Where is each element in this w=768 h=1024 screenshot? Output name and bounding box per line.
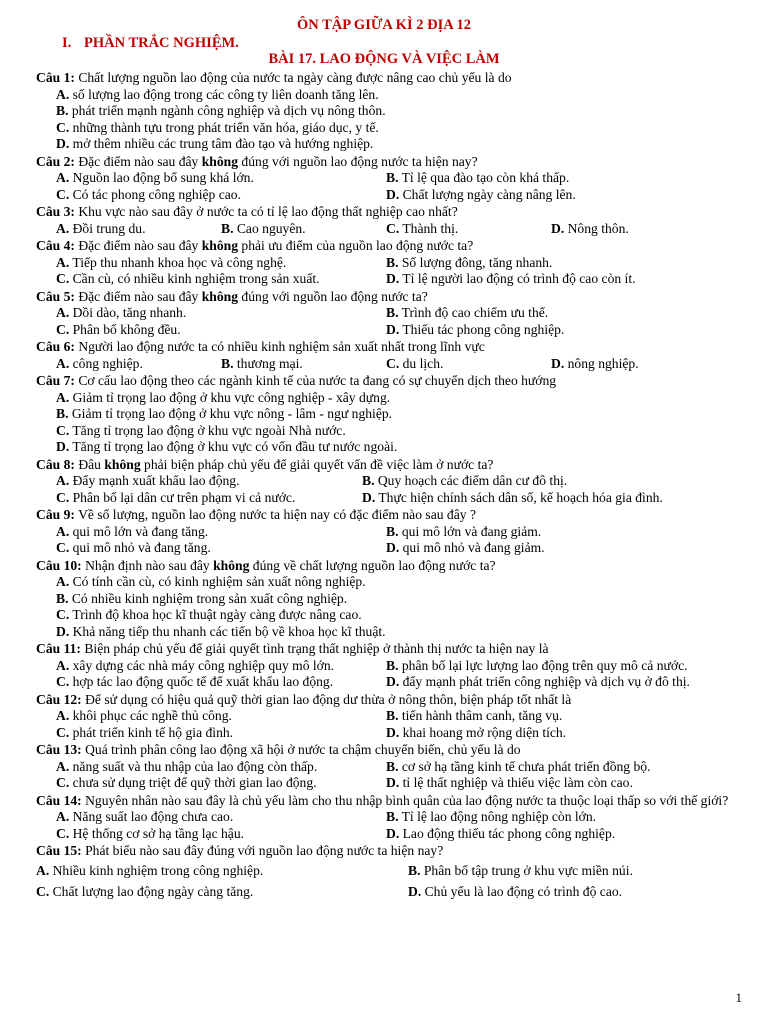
option-letter: B. xyxy=(386,523,399,539)
answer-option xyxy=(56,674,386,691)
answer-option xyxy=(56,624,748,641)
option-letter: D. xyxy=(551,355,565,371)
question xyxy=(36,742,748,792)
option-text: Hệ thống cơ sở hạ tầng lạc hậu. xyxy=(69,825,245,841)
option-text: Nhiều kinh nghiệm trong công nghiệp. xyxy=(49,862,264,878)
options-row xyxy=(36,87,748,104)
options-row xyxy=(36,423,748,440)
option-letter: A. xyxy=(56,708,70,723)
option-letter: B. xyxy=(386,758,399,774)
question-label: Câu 11: xyxy=(36,641,81,656)
option-letter: D. xyxy=(386,825,400,841)
question-text: đúng về chất lượng nguồn lao động nước ta? xyxy=(249,557,496,573)
option-letter: B. xyxy=(386,305,399,320)
answer-option xyxy=(56,775,386,792)
option-letter: C. xyxy=(56,271,70,286)
question-label: Câu 5: xyxy=(36,288,75,304)
options-row xyxy=(36,524,748,541)
answer-option xyxy=(362,473,567,490)
option-letter: A. xyxy=(56,523,70,539)
option-text: Thiếu tác phong công nghiệp. xyxy=(399,321,565,337)
option-text: Trình độ khoa học kĩ thuật ngày càng được nâng cao. xyxy=(69,607,362,622)
option-text: Tỉ lệ lao động nông nghiệp còn lớn. xyxy=(398,809,597,824)
option-text: Chủ yếu là lao động có trình độ cao. xyxy=(421,883,623,899)
option-text: Thực hiện chính sách dân số, kế hoạch hóa gia đình. xyxy=(375,489,663,505)
answer-option xyxy=(386,221,551,238)
option-letter: B. xyxy=(386,708,399,723)
option-text: Tăng tỉ trọng lao động ở khu vực ngoài Nhà nước. xyxy=(69,422,346,438)
question-label: Câu 14: xyxy=(36,792,82,808)
option-letter: D. xyxy=(56,136,70,151)
question xyxy=(36,289,748,339)
answer-option xyxy=(386,524,541,541)
question-text: Khu vực nào sau đây ở nước ta có tỉ lệ lao động thất nghiệp cao nhất? xyxy=(78,204,458,219)
options-row xyxy=(36,809,748,826)
options-row xyxy=(36,658,748,675)
option-letter: D. xyxy=(386,724,400,740)
option-text: hợp tác lao động quốc tế để xuất khẩu lao động. xyxy=(69,674,334,689)
question-stem xyxy=(36,742,748,759)
question-label: Câu 9: xyxy=(36,507,75,522)
option-letter: B. xyxy=(221,220,234,236)
option-text: Đồi trung du. xyxy=(69,220,146,236)
question-stem xyxy=(36,641,748,658)
option-text: qui mô nhỏ và đang giảm. xyxy=(399,540,545,555)
option-text: Tăng tỉ trọng lao động ở khu vực có vốn đầu tư nước ngoài. xyxy=(69,439,398,454)
options-row xyxy=(36,775,748,792)
option-text: Quy hoạch các điểm dân cư đô thị. xyxy=(374,473,568,488)
question-text: đúng với nguồn lao động nước ta hiện nay? xyxy=(238,153,478,169)
option-letter: D. xyxy=(386,271,400,286)
answer-option xyxy=(56,87,748,104)
answer-option xyxy=(386,271,636,288)
answer-option xyxy=(386,775,633,792)
answer-option xyxy=(56,473,362,490)
answer-option xyxy=(56,406,748,423)
question xyxy=(36,692,748,742)
options-row xyxy=(36,725,748,742)
option-text: những thành tựu trong phát triển văn hóa, giáo dục, y tế. xyxy=(69,119,379,135)
question-emphasis: không xyxy=(201,238,239,253)
question xyxy=(36,793,748,843)
option-text: Nông thôn. xyxy=(564,220,629,236)
question-text: đúng với nguồn lao động nước ta? xyxy=(238,288,428,304)
question-label: Câu 6: xyxy=(36,339,75,354)
option-letter: A. xyxy=(56,170,70,185)
option-letter: A. xyxy=(56,389,70,405)
question-emphasis: không xyxy=(201,153,239,169)
answer-option xyxy=(56,759,386,776)
option-text: thương mại. xyxy=(233,355,303,371)
question-stem xyxy=(36,204,748,221)
option-letter: D. xyxy=(56,439,70,454)
options-row xyxy=(36,674,748,691)
options-row xyxy=(36,187,748,204)
answer-option xyxy=(56,809,386,826)
question-text: Đặc điểm nào sau đây xyxy=(78,238,202,253)
answer-option xyxy=(386,826,615,843)
question xyxy=(36,154,748,204)
option-text: Có tác phong công nghiệp cao. xyxy=(69,186,241,202)
options-row xyxy=(36,170,748,187)
answer-option xyxy=(36,860,408,881)
option-letter: C. xyxy=(36,883,50,899)
question-stem xyxy=(36,507,748,524)
answer-option xyxy=(56,356,221,373)
question-label: Câu 10: xyxy=(36,557,82,573)
options-row xyxy=(36,708,748,725)
option-text: Phân bố tập trung ở khu vực miền núi. xyxy=(420,862,633,878)
question-text: Về số lượng, nguồn lao động nước ta hiện nay có đặc điểm nào sau đây ? xyxy=(78,507,476,522)
question-label: Câu 7: xyxy=(36,373,75,388)
option-text: mở thêm nhiều các trung tâm đào tạo và hướng nghiệp. xyxy=(69,136,374,151)
answer-option xyxy=(56,423,748,440)
option-letter: D. xyxy=(386,674,400,689)
option-text: Phân bố không đều. xyxy=(69,321,181,337)
question-text: Để sử dụng có hiệu quả quỹ thời gian lao động dư thừa ở nông thôn, biện pháp tốt nhất là xyxy=(85,691,572,707)
answer-option xyxy=(56,725,386,742)
option-text: Cao nguyên. xyxy=(233,220,306,236)
option-letter: D. xyxy=(362,489,376,505)
question-stem xyxy=(36,373,748,390)
answer-option xyxy=(56,574,748,591)
options-row xyxy=(36,591,748,608)
question-stem xyxy=(36,558,748,575)
option-text: xây dựng các nhà máy công nghiệp quy mô lớn. xyxy=(69,657,335,673)
options-row xyxy=(36,607,748,624)
option-letter: A. xyxy=(56,574,70,589)
option-letter: C. xyxy=(56,540,70,555)
option-text: khai hoang mở rộng diện tích. xyxy=(399,724,567,740)
option-letter: D. xyxy=(551,220,565,236)
option-letter: B. xyxy=(221,355,234,371)
option-letter: C. xyxy=(386,355,400,371)
option-text: năng suất và thu nhập của lao động còn thấp. xyxy=(69,758,318,774)
answer-option xyxy=(56,826,386,843)
option-text: Chất lượng ngày càng nâng lên. xyxy=(399,186,576,202)
question xyxy=(36,339,748,372)
option-text: phát triển kinh tế hộ gia đình. xyxy=(69,724,234,740)
lesson-title: BÀI 17. LAO ĐỘNG VÀ VIỆC LÀM xyxy=(268,51,500,67)
question-label: Câu 13: xyxy=(36,742,82,757)
option-letter: B. xyxy=(386,809,399,824)
option-letter: D. xyxy=(408,883,422,899)
answer-option xyxy=(551,356,716,373)
option-text: số lượng lao động trong các công ty liên doanh tăng lên. xyxy=(69,86,379,102)
option-text: qui mô lớn và đang giảm. xyxy=(398,523,542,539)
options-row xyxy=(36,120,748,137)
option-letter: C. xyxy=(56,825,70,841)
options-row xyxy=(36,406,748,423)
question-text: Biện pháp chủ yếu để giải quyết tình trạng thất nghiệp ở thành thị nước ta hiện nay là xyxy=(84,641,549,656)
question xyxy=(36,641,748,691)
option-text: Dồi dào, tăng nhanh. xyxy=(69,305,187,320)
option-letter: C. xyxy=(56,321,70,337)
answer-option xyxy=(386,809,596,826)
question-text: Người lao động nước ta có nhiều kinh nghiệm sản xuất nhất trong lĩnh vực xyxy=(78,339,485,354)
question-text: Phát biểu nào sau đây đúng với nguồn lao động nước ta hiện nay? xyxy=(85,843,444,858)
option-text: Có nhiều kinh nghiệm trong sản xuất công nghiệp. xyxy=(68,590,348,606)
option-letter: D. xyxy=(56,623,70,639)
question xyxy=(36,507,748,557)
option-letter: B. xyxy=(56,406,69,421)
question-stem xyxy=(36,457,748,474)
option-letter: C. xyxy=(56,186,70,202)
option-text: Năng suất lao động chưa cao. xyxy=(69,809,234,824)
question-stem xyxy=(36,339,748,356)
question xyxy=(36,238,748,288)
question-emphasis: không xyxy=(213,557,250,573)
answer-option xyxy=(362,490,663,507)
option-letter: D. xyxy=(386,321,400,337)
option-letter: C. xyxy=(56,119,70,135)
options-row xyxy=(36,305,748,322)
answer-option xyxy=(56,271,386,288)
option-letter: A. xyxy=(56,473,70,488)
question-text: Nguyên nhân nào sau đây là chủ yếu làm cho thu nhập bình quân của lao động nước ta thuộc loại thấp so với thế giới? xyxy=(85,792,729,808)
option-letter: D. xyxy=(386,540,400,555)
option-letter: A. xyxy=(56,254,70,270)
option-text: phát triển mạnh ngành công nghiệp và dịch vụ nông thôn. xyxy=(68,103,386,118)
options-row xyxy=(36,439,748,456)
options-row xyxy=(36,759,748,776)
option-letter: B. xyxy=(56,590,69,606)
answer-option xyxy=(386,322,564,339)
question-label: Câu 4: xyxy=(36,238,75,253)
option-text: Tiếp thu nhanh khoa học và công nghệ. xyxy=(69,254,287,270)
option-text: Có tính cần cù, có kinh nghiệm sản xuất nông nghiệp. xyxy=(69,574,366,589)
option-letter: A. xyxy=(56,758,70,774)
option-text: qui mô lớn và đang tăng. xyxy=(69,523,209,539)
option-text: Nguồn lao động bổ sung khá lớn. xyxy=(69,170,254,185)
answer-option xyxy=(386,305,548,322)
question-stem xyxy=(36,692,748,709)
option-text: chưa sử dụng triệt để quỹ thời gian lao động. xyxy=(69,775,317,790)
answer-option xyxy=(56,187,386,204)
answer-option xyxy=(386,708,562,725)
question xyxy=(36,457,748,507)
answer-option xyxy=(56,322,386,339)
answer-option xyxy=(56,540,386,557)
option-letter: B. xyxy=(386,254,399,270)
option-letter: A. xyxy=(56,355,70,371)
question-list xyxy=(36,70,748,903)
option-letter: B. xyxy=(56,103,69,118)
answer-option xyxy=(408,881,622,902)
option-letter: A. xyxy=(56,220,70,236)
option-letter: C. xyxy=(56,724,70,740)
answer-option xyxy=(56,490,362,507)
answer-option xyxy=(56,221,221,238)
options-row xyxy=(36,136,748,153)
options-row xyxy=(36,390,748,407)
answer-option xyxy=(56,170,386,187)
option-letter: A. xyxy=(36,862,50,878)
question-stem xyxy=(36,843,748,860)
options-row xyxy=(36,255,748,272)
options-row xyxy=(36,826,748,843)
question xyxy=(36,70,748,153)
option-letter: B. xyxy=(408,862,421,878)
option-text: Phân bố lại dân cư trên phạm vi cả nước. xyxy=(69,489,296,505)
answer-option xyxy=(221,356,386,373)
option-text: Thành thị. xyxy=(399,220,459,236)
option-text: Lao động thiếu tác phong công nghiệp. xyxy=(399,825,616,841)
answer-option xyxy=(36,881,408,902)
option-letter: B. xyxy=(362,473,375,488)
question-stem xyxy=(36,238,748,255)
question-label: Câu 2: xyxy=(36,153,75,169)
answer-option xyxy=(386,356,551,373)
answer-option xyxy=(386,540,545,557)
answer-option xyxy=(386,187,576,204)
option-letter: C. xyxy=(386,220,400,236)
question-label: Câu 1: xyxy=(36,70,75,85)
question-text: Đặc điểm nào sau đây xyxy=(78,288,202,304)
question-label: Câu 12: xyxy=(36,691,82,707)
option-letter: A. xyxy=(56,305,70,320)
option-text: phân bố lại lực lượng lao động trên quy mô cả nước. xyxy=(398,657,688,673)
section-heading xyxy=(62,35,239,52)
answer-option xyxy=(56,136,748,153)
answer-option xyxy=(56,708,386,725)
option-text: Chất lượng lao động ngày càng tăng. xyxy=(49,883,254,899)
answer-option xyxy=(56,120,748,137)
option-text: tiến hành thâm canh, tăng vụ. xyxy=(398,708,563,723)
question-emphasis: không xyxy=(104,456,141,472)
options-row xyxy=(36,490,748,507)
option-letter: C. xyxy=(56,674,70,689)
option-letter: A. xyxy=(56,86,70,102)
question xyxy=(36,373,748,456)
question-stem xyxy=(36,70,748,87)
question-text: Chất lượng nguồn lao động của nước ta ngày càng được nâng cao chủ yếu là do xyxy=(78,70,512,85)
options-row xyxy=(36,860,748,881)
answer-option xyxy=(386,725,566,742)
question-emphasis: không xyxy=(201,288,239,304)
options-row xyxy=(36,881,748,902)
option-text: Trình độ cao chiếm ưu thế. xyxy=(398,305,549,320)
option-letter: C. xyxy=(56,607,70,622)
option-letter: B. xyxy=(386,657,399,673)
answer-option xyxy=(221,221,386,238)
option-text: đẩy mạnh phát triển công nghiệp và dịch vụ ở đô thị. xyxy=(399,674,690,689)
answer-option xyxy=(408,860,633,881)
options-row xyxy=(36,356,748,373)
options-row xyxy=(36,103,748,120)
question-stem xyxy=(36,793,748,810)
option-letter: C. xyxy=(56,489,70,505)
answer-option xyxy=(56,390,748,407)
option-text: Giảm tỉ trọng lao động ở khu vực nông - lâm - ngư nghiệp. xyxy=(68,406,393,421)
options-row xyxy=(36,271,748,288)
option-text: Đẩy mạnh xuất khẩu lao động. xyxy=(69,473,240,488)
question-text: Đâu xyxy=(78,456,105,472)
option-text: Tỉ lệ người lao động có trình độ cao còn ít. xyxy=(399,271,636,286)
options-row xyxy=(36,473,748,490)
question-label: Câu 15: xyxy=(36,843,82,858)
option-text: Tỉ lệ qua đào tạo còn khá thấp. xyxy=(398,170,570,185)
answer-option xyxy=(56,103,748,120)
question-text: Quá trình phân công lao động xã hội ở nước ta chậm chuyển biến, chủ yếu là do xyxy=(85,742,521,757)
answer-option xyxy=(386,170,569,187)
answer-option xyxy=(56,524,386,541)
answer-option xyxy=(56,305,386,322)
question-text: Đặc điểm nào sau đây xyxy=(78,153,202,169)
option-text: qui mô nhỏ và đang tăng. xyxy=(69,540,211,555)
answer-option xyxy=(386,674,690,691)
answer-option xyxy=(386,759,651,776)
answer-option xyxy=(56,591,748,608)
answer-option xyxy=(551,221,716,238)
page-number: 1 xyxy=(735,990,742,1005)
option-letter: D. xyxy=(386,186,400,202)
option-letter: D. xyxy=(386,775,400,790)
answer-option xyxy=(386,658,688,675)
option-text: du lịch. xyxy=(399,355,444,371)
answer-option xyxy=(386,255,552,272)
document-title: ÔN TẬP GIỮA KÌ 2 ĐỊA 12 xyxy=(296,17,472,33)
question-stem xyxy=(36,154,748,171)
question xyxy=(36,204,748,237)
option-text: Số lượng đông, tăng nhanh. xyxy=(398,254,553,270)
option-letter: C. xyxy=(56,422,70,438)
option-text: Cần cù, có nhiều kinh nghiệm trong sản xuất. xyxy=(69,271,320,286)
question-text: Nhận định nào sau đây xyxy=(85,557,214,573)
question xyxy=(36,843,748,902)
question xyxy=(36,558,748,641)
option-text: cơ sở hạ tầng kinh tế chưa phát triển đồng bộ. xyxy=(398,758,651,774)
question-text: Cơ cấu lao động theo các ngành kinh tế của nước ta đang có sự chuyển dịch theo hướng xyxy=(78,373,557,388)
option-text: khôi phục các nghề thủ công. xyxy=(69,708,232,723)
option-letter: A. xyxy=(56,809,70,824)
option-text: nông nghiệp. xyxy=(564,355,639,371)
section-number: I. xyxy=(62,35,72,51)
options-row xyxy=(36,540,748,557)
option-letter: B. xyxy=(386,170,399,185)
question-stem xyxy=(36,289,748,306)
answer-option xyxy=(56,255,386,272)
question-text: phải biện pháp chủ yếu để giải quyết vấn đề việc làm ở nước ta? xyxy=(140,456,494,472)
options-row xyxy=(36,221,748,238)
options-row xyxy=(36,574,748,591)
question-text: phải ưu điểm của nguồn lao động nước ta? xyxy=(238,238,474,253)
section-title: PHẦN TRẮC NGHIỆM. xyxy=(84,35,239,51)
options-row xyxy=(36,322,748,339)
answer-option xyxy=(56,658,386,675)
question-label: Câu 3: xyxy=(36,204,75,219)
option-text: tỉ lệ thất nghiệp và thiếu việc làm còn cao. xyxy=(399,775,633,790)
question-label: Câu 8: xyxy=(36,456,75,472)
option-text: công nghiệp. xyxy=(69,355,143,371)
option-letter: A. xyxy=(56,657,70,673)
answer-option xyxy=(56,439,748,456)
answer-option xyxy=(56,607,748,624)
option-text: Giảm tỉ trọng lao động ở khu vực công nghiệp - xây dựng. xyxy=(69,389,391,405)
option-text: Khả năng tiếp thu nhanh các tiến bộ về khoa học kĩ thuật. xyxy=(69,623,386,639)
option-letter: C. xyxy=(56,775,70,790)
options-row xyxy=(36,624,748,641)
